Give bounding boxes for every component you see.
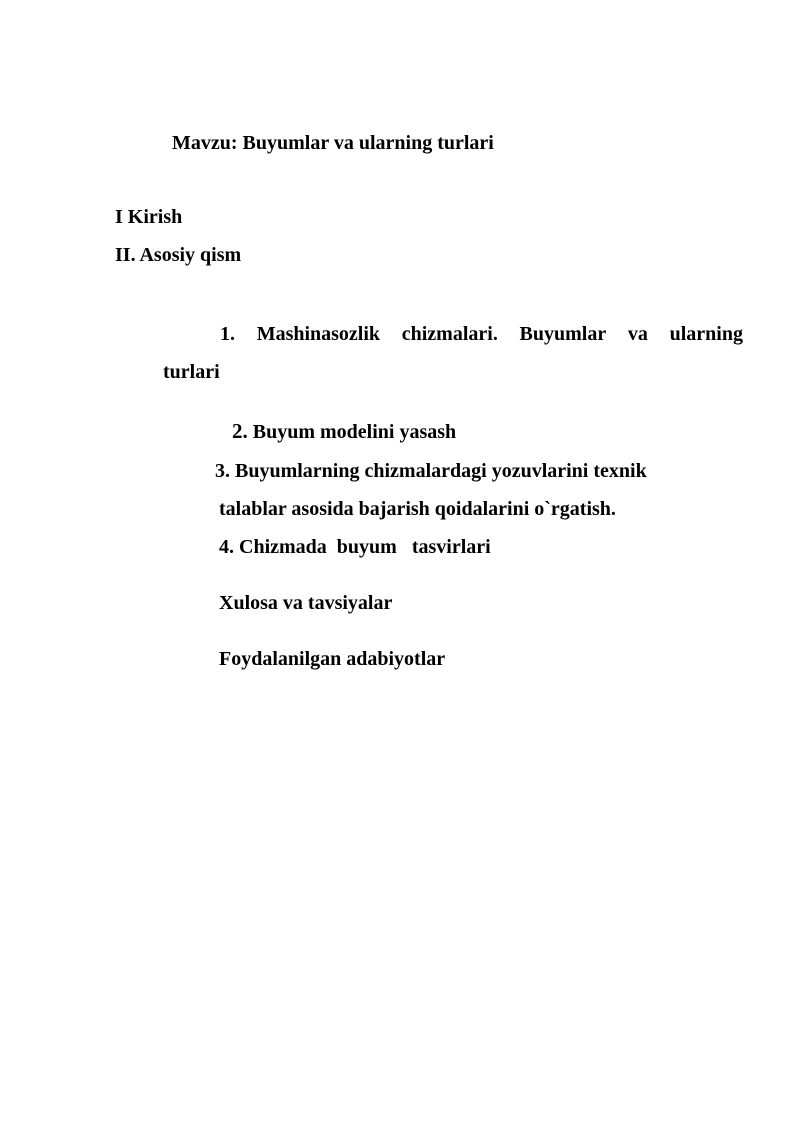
list-item-3-line-2: talablar asosida bajarish qoidalarini o`rgatish. [219,498,616,520]
section-main: II. Asosiy qism [115,244,242,266]
section-intro: I Kirish [115,206,183,228]
document-title: Mavzu: Buyumlar va ularning turlari [172,132,494,154]
list-item-2-number: 2. [232,419,248,443]
list-item-1 [163,322,743,384]
list-item-4: 4. Chizmada buyum tasvirlari [219,536,491,558]
list-item-3-line-1: 3. Buyumlarning chizmalardagi yozuvlarini texnik [215,460,647,482]
list-item-1-word: va [627,323,648,345]
list-item-2 [232,419,456,444]
list-item-1-number: 1. [220,323,235,345]
list-item-1-continuation: turlari [163,361,220,383]
conclusion-heading: Xulosa va tavsiyalar [219,592,393,614]
references-heading: Foydalanilgan adabiyotlar [219,648,446,670]
list-item-1-word: Mashinasozlik [256,323,381,345]
list-item-1-line-1 [163,322,743,346]
list-item-1-word: ularning [669,323,743,345]
list-item-2-text: Buyum modelini yasash [247,421,457,443]
list-item-1-word: Buyumlar [519,323,607,345]
list-item-1-word: chizmalari. [401,323,498,345]
